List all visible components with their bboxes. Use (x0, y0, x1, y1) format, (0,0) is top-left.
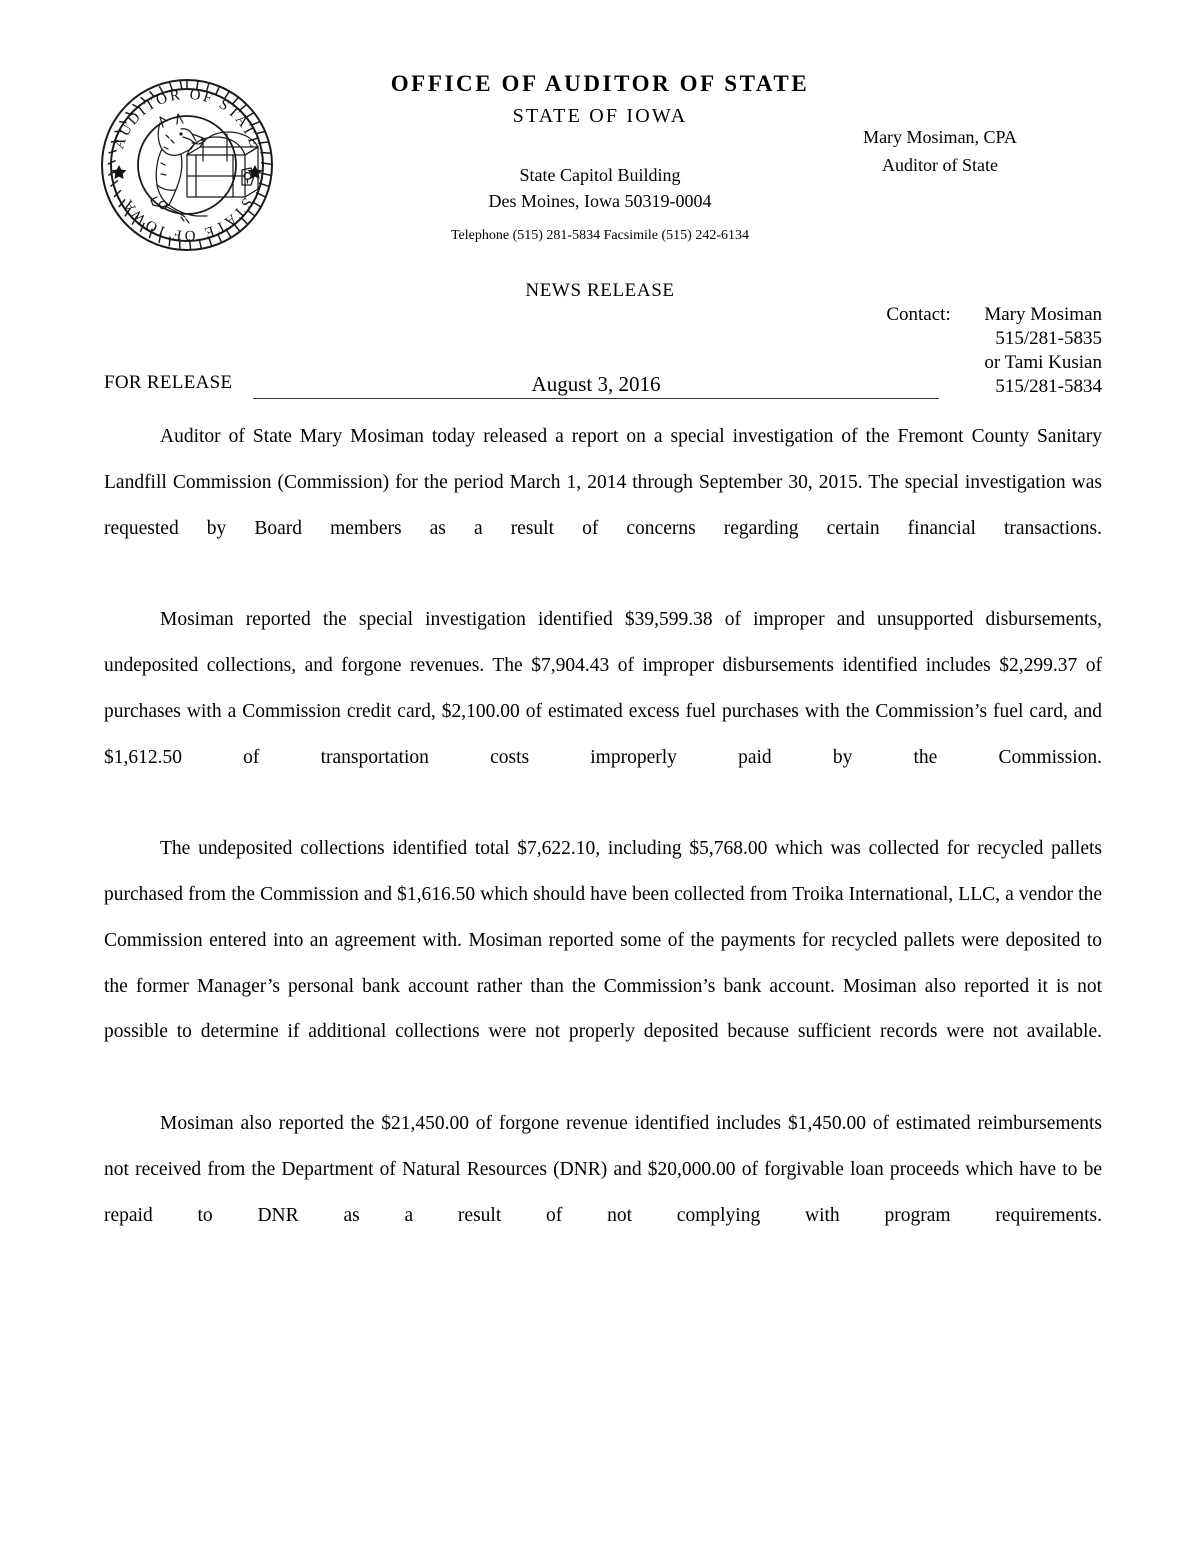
contact-name: Mary Mosiman (984, 304, 1102, 325)
address-line-1: State Capitol Building (519, 165, 681, 185)
contact-alternate-name: or Tami Kusian (984, 352, 1102, 373)
body-paragraph-1: Auditor of State Mary Mosiman today released a report on a special investigation of the Fremont County Sanitary Landfill Commission (Commission) for the period March 1, 2014 through September 30, 2015. The special investigation was requested by Board members as a result of concerns regarding certain financial transactions. (104, 426, 1102, 539)
news-release-heading: NEWS RELEASE (525, 280, 675, 301)
contact-phone-primary: 515/281-5835 (995, 328, 1102, 349)
letterhead (0, 0, 1200, 262)
svg-text:AUDITOR OF STATE: AUDITOR OF STATE (111, 86, 263, 151)
official-name: Mary Mosiman, CPA (863, 127, 1017, 147)
for-release-label: FOR RELEASE (104, 372, 233, 393)
official-title: Auditor of State (882, 154, 998, 175)
official-block (780, 124, 1100, 180)
phone-fax-line: Telephone (515) 281-5834 Facsimile (515) 242-6134 (450, 228, 749, 243)
news-release-body (104, 414, 1102, 1284)
organization-title: OFFICE OF AUDITOR OF STATE (390, 71, 810, 96)
organization-subtitle: STATE OF IOWA (512, 105, 688, 127)
for-release-line (104, 372, 1104, 402)
svg-text:STATE OF IOWA: STATE OF IOWA (118, 194, 256, 244)
state-seal-icon (99, 77, 275, 253)
address-line-2: Des Moines, Iowa 50319-0004 (488, 191, 712, 211)
body-paragraph-2: Mosiman reported the special investigation identified $39,599.38 of improper and unsupported disbursements, undeposited collections, and forgone revenues. The $7,904.43 of improper disbursements identified includes $2,299.37 of purchases with a Commission credit card, $2,100.00 of estimated excess fuel purchases with the Commission’s fuel card, and $1,612.50 of transportation costs improperly paid by the Commission. (104, 609, 1102, 768)
release-date-rule (253, 372, 939, 399)
release-date: August 3, 2016 (531, 372, 661, 396)
contact-phone-alternate: 515/281-5834 (995, 376, 1102, 397)
body-paragraph-3: The undeposited collections identified total $7,622.10, including $5,768.00 which was collected for recycled pallets purchased from the Commission and $1,616.50 which should have been collected from Troika International, LLC, a vendor the Commission entered into an agreement with. Mosiman reported some of the payments for recycled pallets were deposited to the former Manager’s personal bank account rather than the Commission’s bank account. Mosiman also reported it is not possible to determine if additional collections were not properly deposited because sufficient records were not available. (104, 838, 1102, 1043)
body-paragraph-4: Mosiman also reported the $21,450.00 of forgone revenue identified includes $1,450.00 of estimated reimbursements not received from the Department of Natural Resources (DNR) and $20,000.00 of forgivable loan proceeds which have to be repaid to DNR as a result of not complying with program requirements. (104, 1112, 1102, 1226)
contact-label: Contact: (886, 304, 951, 325)
